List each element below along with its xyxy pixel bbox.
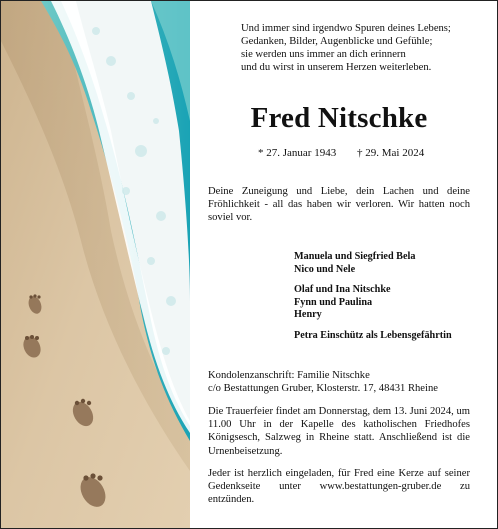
family-member: Fynn und Paulina [294, 296, 373, 308]
deceased-name: Fred Nitschke [250, 102, 428, 134]
family-list [294, 251, 494, 351]
candle-invitation: Jeder ist herzlich eingeladen, für Fred eine Kerze auf seiner Gedenkseite unter www.bestattungen-gruber.de zu entzünden. [208, 468, 470, 506]
tribute-text: Deine Zuneigung und Liebe, dein Lachen und deine Fröhlichkeit - all das haben wir verloren. Wir hatten noch soviel vor. [208, 186, 470, 224]
family-member: Nico und Nele [294, 263, 356, 275]
poem [241, 22, 491, 74]
poem-line: Gedanken, Bilder, Augenblicke und Gefühle; [241, 36, 433, 47]
address-line: c/o Bestattungen Gruber, Klosterstr. 17, 48431 Rheine [208, 383, 438, 394]
condolence-address [208, 369, 498, 395]
family-group [294, 284, 494, 322]
family-member: Olaf und Ina Nitschke [294, 284, 391, 296]
family-group [294, 251, 494, 276]
poem-line: sie werden uns immer an dich erinnern [241, 49, 406, 60]
family-group [294, 330, 494, 343]
beach-footprints-image [1, 1, 190, 528]
family-member: Petra Einschütz als Lebensgefährtin [294, 329, 452, 341]
family-member: Manuela und Siegfried Bela [294, 251, 416, 262]
funeral-details: Die Trauerfeier findet am Donnerstag, dem 13. Juni 2024, um 11.00 Uhr in der Kapelle des katholischen Friedhofes Königsesch, Salzweg in Rheine statt. Anschließend ist die Urnenbeisetzung. [208, 406, 470, 457]
family-member: Henry [294, 309, 322, 321]
text-column [208, 1, 497, 528]
birth-date: * 27. Januar 1943 [258, 147, 337, 159]
death-date: † 29. Mai 2024 [356, 147, 425, 159]
address-line: Kondolenzanschrift: Familie Nitschke [208, 370, 370, 381]
poem-line: Und immer sind irgendwo Spuren deines Lebens; [241, 23, 451, 34]
life-dates [258, 147, 498, 159]
poem-line: und du wirst in unserem Herzen weiterleben. [241, 62, 432, 73]
